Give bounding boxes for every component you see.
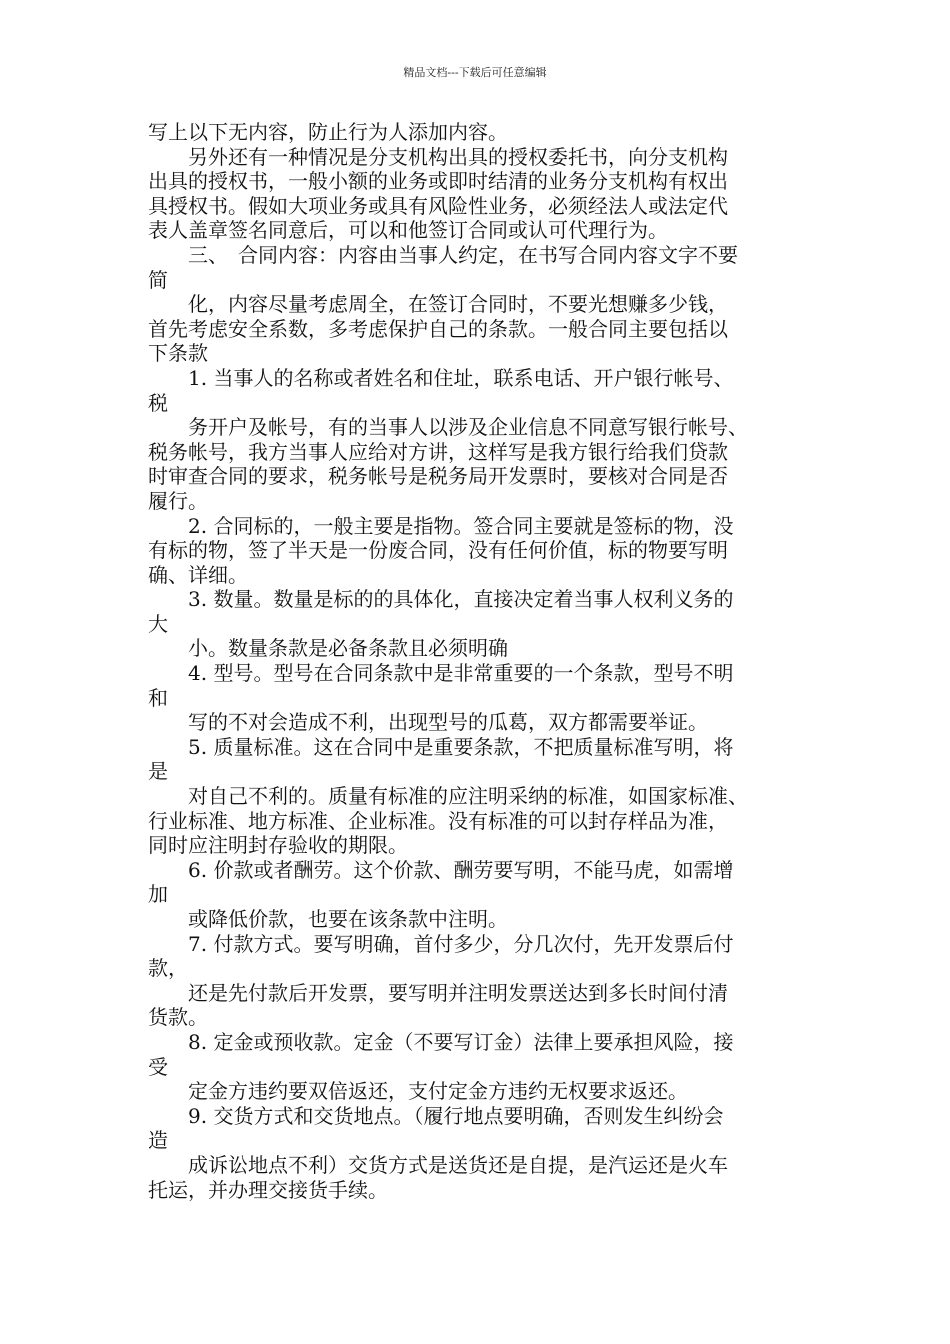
text-line: 务开户及帐号，有的当事人以涉及企业信息不同意写银行帐号、 [188,415,748,440]
text-line: 成诉讼地点不利）交货方式是送货还是自提，是汽运还是火车 [188,1152,728,1177]
text-line: 5. 质量标准。这在合同中是重要条款，不把质量标准写明，将 [188,734,734,759]
text-line: 具授权书。假如大项业务或具有风险性业务，必须经法人或法定代 [148,193,728,218]
text-line: 1. 当事人的名称或者姓名和住址，联系电话、开户银行帐号、 [188,365,734,390]
text-line: 定金方违约要双倍返还，支付定金方违约无权要求返还。 [188,1079,688,1104]
text-line: 受 [148,1054,168,1079]
text-line: 大 [148,611,168,636]
text-line: 时审查合同的要求，税务帐号是税务局开发票时，要核对合同是否 [148,464,728,489]
text-line: 首先考虑安全系数，多考虑保护自己的条款。一般合同主要包括以 [148,316,728,341]
text-line: 税 [148,390,168,415]
text-line: 有标的物，签了半天是一份废合同，没有任何价值，标的物要写明 [148,538,728,563]
text-line: 加 [148,882,168,907]
text-line: 7. 付款方式。要写明确，首付多少，分几次付，先开发票后付 [188,931,734,956]
text-line: 简 [148,267,168,292]
text-line: 行业标准、地方标准、企业标准。没有标准的可以封存样品为准， [148,808,728,833]
text-line: 款， [148,956,188,981]
text-line: 三、 合同内容：内容由当事人约定，在书写合同内容文字不要 [188,242,738,267]
text-line: 下条款 [148,341,208,366]
text-line: 4. 型号。型号在合同条款中是非常重要的一个条款，型号不明 [188,661,734,686]
text-line: 对自己不利的。质量有标准的应注明采纳的标准，如国家标准、 [188,784,748,809]
text-line: 出具的授权书，一般小额的业务或即时结清的业务分支机构有权出 [148,169,728,194]
text-line: 写上以下无内容，防止行为人添加内容。 [148,120,508,144]
text-line: 造 [148,1128,168,1153]
text-line: 税务帐号，我方当事人应给对方讲，这样写是我方银行给我们贷款 [148,439,728,464]
text-line: 和 [148,685,168,710]
text-line: 3. 数量。数量是标的的具体化，直接决定着当事人权利义务的 [188,587,734,612]
text-line: 或降低价款，也要在该条款中注明。 [188,907,508,931]
document-body [148,120,818,1202]
text-line: 另外还有一种情况是分支机构出具的授权委托书，向分支机构 [188,144,728,169]
text-line: 托运，并办理交接货手续。 [148,1177,388,1202]
text-line: 6. 价款或者酬劳。这个价款、酬劳要写明，不能马虎，如需增 [188,857,734,882]
text-line: 同时应注明封存验收的期限。 [148,833,408,858]
text-line: 确、详细。 [148,562,248,587]
text-line: 9. 交货方式和交货地点。（履行地点要明确，否则发生纠纷会 [188,1103,724,1128]
text-line: 货款。 [148,1005,208,1030]
text-line: 2. 合同标的，一般主要是指物。签合同主要就是签标的物，没 [188,513,734,538]
text-line: 8. 定金或预收款。定金（不要写订金）法律上要承担风险，接 [188,1029,734,1054]
page-header: 精品文档---下载后可任意编辑 [403,66,547,79]
text-line: 表人盖章签名同意后，可以和他签订合同或认可代理行为。 [148,218,668,243]
text-line: 小。数量条款是必备条款且必须明确 [188,636,508,661]
text-line: 履行。 [148,488,208,513]
text-line: 是 [148,759,168,784]
text-line: 写的不对会造成不利，出现型号的瓜葛，双方都需要举证。 [188,710,708,735]
text-line: 还是先付款后开发票，要写明并注明发票送达到多长时间付清 [188,980,728,1005]
text-line: 化，内容尽量考虑周全，在签订合同时，不要光想赚多少钱， [188,292,728,317]
